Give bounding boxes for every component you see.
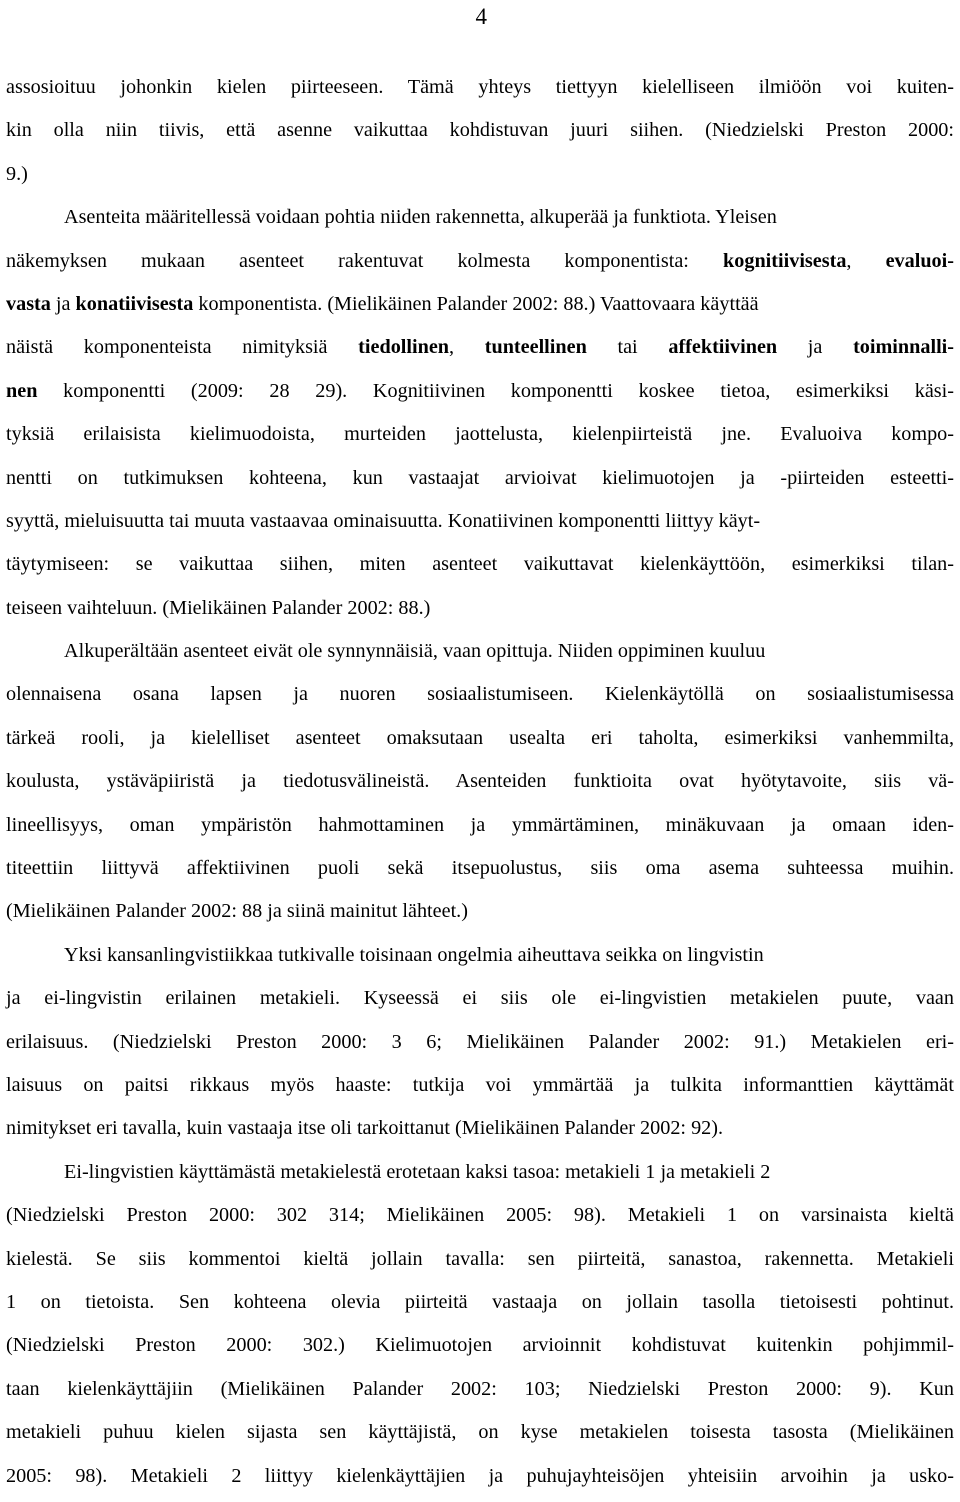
text-segment: olennaisena osana lapsen ja nuoren sosiaalistumiseen. Kielenkäytöllä on sosiaalistumisessa bbox=[6, 683, 954, 706]
bold-term: konatiivisesta bbox=[75, 292, 194, 315]
text-line bbox=[6, 721, 954, 764]
text-line bbox=[6, 1198, 954, 1241]
text-segment: (Niedzielski Preston 2000: 302 314; Mielikäinen 2005: 98). Metakieli 1 on varsinaista kieltä bbox=[6, 1204, 954, 1227]
text-segment: laisuus on paitsi rikkaus myös haaste: tutkija voi ymmärtää ja tulkita informanttien käyttämät bbox=[6, 1073, 954, 1096]
text-segment: teiseen vaihteluun. (Mielikäinen Palander 2002: 88.) bbox=[6, 596, 431, 619]
text-line bbox=[6, 1025, 954, 1068]
text-line bbox=[6, 374, 954, 417]
text-segment: metakieli puhuu kielen sijasta sen käyttäjistä, on kyse metakielen toisesta tasosta (Mielikäinen bbox=[6, 1421, 954, 1444]
body-text bbox=[6, 70, 954, 1502]
text-segment: titeettiin liittyvä affektiivinen puoli sekä itsepuolustus, siis oma asema suhteessa muihin. bbox=[6, 857, 954, 880]
bold-term: nen bbox=[6, 379, 38, 402]
text-segment: komponentista. (Mielikäinen Palander 2002: 88.) Vaattovaara käyttää bbox=[193, 292, 759, 315]
text-segment: 1 on tietoista. Sen kohteena olevia piirteitä vastaaja on jollain tasolla tietoisesti pohtinut. bbox=[6, 1290, 954, 1313]
text-line bbox=[6, 1328, 954, 1371]
text-line bbox=[6, 244, 954, 287]
text-segment: , bbox=[846, 249, 886, 272]
text-line bbox=[6, 1111, 954, 1154]
text-line bbox=[6, 894, 954, 937]
text-line bbox=[6, 1372, 954, 1415]
text-segment: 9.) bbox=[6, 162, 28, 185]
bold-term: evaluoi- bbox=[885, 249, 954, 272]
text-segment: komponentti (2009: 28 29). Kognitiivinen komponentti koskee tietoa, esimerkiksi käsi- bbox=[37, 379, 954, 402]
bold-term: affektiivinen bbox=[668, 336, 778, 359]
bold-term: tiedollinen bbox=[358, 336, 450, 359]
text-segment: 2005: 98). Metakieli 2 liittyy kielenkäyttäjien ja puhujayhteisöjen yhteisiin arvoihin ja usko- bbox=[6, 1464, 954, 1487]
text-line bbox=[6, 591, 954, 634]
text-line bbox=[6, 1155, 954, 1198]
text-segment: Alkuperältään asenteet eivät ole synnynnäisiä, vaan opittuja. Niiden oppiminen kuuluu bbox=[64, 640, 766, 663]
text-segment: nentti on tutkimuksen kohteena, kun vastaajat arvioivat kielimuotojen ja -piirteiden esteetti- bbox=[6, 466, 954, 489]
text-line bbox=[6, 851, 954, 894]
text-line bbox=[6, 504, 954, 547]
text-segment: Ei-lingvistien käyttämästä metakielestä erotetaan kaksi tasoa: metakieli 1 ja metakieli 2 bbox=[64, 1160, 771, 1183]
bold-term: vasta bbox=[6, 292, 51, 315]
text-line bbox=[6, 461, 954, 504]
text-segment: kielestä. Se siis kommentoi kieltä jollain tavalla: sen piirteitä, sanastoa, rakennetta. Metakieli bbox=[6, 1247, 954, 1270]
text-line bbox=[6, 157, 954, 200]
page-number: 4 bbox=[475, 4, 487, 29]
text-segment: näistä komponenteista nimityksiä bbox=[6, 336, 359, 359]
text-segment: kin olla niin tiivis, että asenne vaikuttaa kohdistuvan juuri siihen. (Niedzielski Preston 2000: bbox=[6, 119, 954, 142]
text-line bbox=[6, 547, 954, 590]
text-segment: syyttä, mieluisuutta tai muuta vastaavaa ominaisuutta. Konatiivinen komponentti liittyy käyt- bbox=[6, 509, 761, 532]
text-segment: nimitykset eri tavalla, kuin vastaaja itse oli tarkoittanut (Mielikäinen Palander 2002: 92). bbox=[6, 1117, 724, 1140]
text-segment: Asenteita määritellessä voidaan pohtia niiden rakennetta, alkuperää ja funktiota. Yleisen bbox=[64, 206, 777, 229]
text-segment: Yksi kansanlingvistiikkaa tutkivalle toisinaan ongelmia aiheuttava seikka on lingvistin bbox=[64, 943, 764, 966]
text-segment: (Mielikäinen Palander 2002: 88 ja siinä mainitut lähteet.) bbox=[6, 900, 468, 923]
text-segment: ja ei-lingvistin erilainen metakieli. Kyseessä ei siis ole ei-lingvistien metakielen puute, vaan bbox=[6, 987, 954, 1010]
text-segment: ja bbox=[777, 336, 854, 359]
text-line bbox=[6, 200, 954, 243]
bold-term: kognitiivisesta bbox=[723, 249, 847, 272]
text-segment: tärkeä rooli, ja kielelliset asenteet omaksutaan usealta eri taholta, esimerkiksi vanhemmilta, bbox=[6, 726, 954, 749]
text-segment: tai bbox=[586, 336, 669, 359]
text-segment: lineellisyys, oman ympäristön hahmottaminen ja ymmärtäminen, minäkuvaan ja omaan iden- bbox=[6, 813, 954, 836]
text-segment: taan kielenkäyttäjiin (Mielikäinen Palander 2002: 103; Niedzielski Preston 2000: 9). Kun bbox=[6, 1377, 954, 1400]
text-line bbox=[6, 1068, 954, 1111]
text-segment: koulusta, ystäväpiiristä ja tiedotusvälineistä. Asenteiden funktioita ovat hyötytavoite, siis vä- bbox=[6, 770, 954, 793]
text-segment: erilaisuus. (Niedzielski Preston 2000: 3 6; Mielikäinen Palander 2002: 91.) Metakielen eri- bbox=[6, 1030, 954, 1053]
text-line bbox=[6, 938, 954, 981]
text-line bbox=[6, 634, 954, 677]
text-line bbox=[6, 808, 954, 851]
text-line bbox=[6, 677, 954, 720]
text-segment: , bbox=[449, 336, 485, 359]
text-line bbox=[6, 287, 954, 330]
text-segment: assosioituu johonkin kielen piirteeseen. Tämä yhteys tiettyyn kielelliseen ilmiöön voi kuiten- bbox=[6, 76, 954, 98]
text-line bbox=[6, 1242, 954, 1285]
text-line bbox=[6, 981, 954, 1024]
text-line bbox=[6, 113, 954, 156]
text-line bbox=[6, 70, 954, 113]
bold-term: tunteellinen bbox=[484, 336, 587, 359]
text-segment: näkemyksen mukaan asenteet rakentuvat kolmesta komponentista: bbox=[6, 249, 724, 272]
text-line bbox=[6, 1459, 954, 1502]
text-line bbox=[6, 1415, 954, 1458]
bold-term: toiminnalli- bbox=[853, 336, 955, 359]
text-segment: (Niedzielski Preston 2000: 302.) Kielimuotojen arvioinnit kohdistuvat kuitenkin pohjimmil- bbox=[6, 1334, 954, 1357]
text-line bbox=[6, 417, 954, 460]
text-line bbox=[6, 330, 954, 373]
text-segment: ja bbox=[50, 292, 76, 315]
text-line bbox=[6, 1285, 954, 1328]
text-line bbox=[6, 764, 954, 807]
text-segment: täytymiseen: se vaikuttaa siihen, miten asenteet vaikuttavat kielenkäyttöön, esimerkiksi tilan- bbox=[6, 553, 954, 576]
text-segment: tyksiä erilaisista kielimuodoista, murteiden jaottelusta, kielenpiirteistä jne. Evaluoiva kompo- bbox=[6, 423, 954, 446]
